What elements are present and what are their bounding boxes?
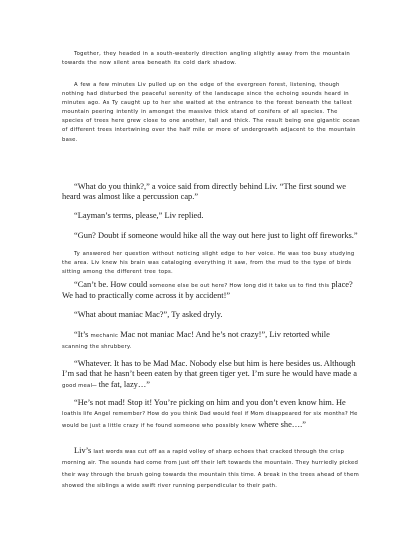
paragraph-1: Together, they headed in a south-westerly direction angling slightly away from the mountain towards the now silent area beneath its cold dark shadow. <box>62 51 351 67</box>
paragraph-5: “Gun? Doubt if someone would hike all the way out here just to light off fireworks.” <box>74 231 358 240</box>
paragraph-7-tail: place? We had to practically come across it by accident!” <box>62 280 353 301</box>
paragraph-12-small: last words was cut off as a rapid volley of sharp echoes that cracked through the crisp morning air. The sounds had come from just off their left towards the mountain. They hurriedly picked their way through the brush going towards the mountain this time. A break in the trees ahead of them showed the siblings a wide swift river running perpendicular to their path. <box>62 449 360 490</box>
paragraph-12-lead: Liv’s <box>74 446 94 455</box>
paragraph-11-small: loathis life Angel remember? How do you think Dad would feel if Mom disappeared for six months? He would be just a little crazy if he found someone who possibly knew <box>62 411 358 429</box>
paragraph-4: “Layman’s terms, please,” Liv replied. <box>74 211 204 220</box>
paragraph-9-small: mechanic <box>90 333 119 339</box>
paragraph-7-small: someone else be out here? How long did it take us to find this <box>149 283 330 289</box>
paragraph-9-lead: “It’s <box>74 330 91 339</box>
paragraph-3: “What do you think?,” a voice said from directly behind Liv. “The first sound we heard was almost like a percussion cap.” <box>62 182 347 202</box>
paragraph-12 <box>62 446 360 492</box>
paragraph-11-lead: “He’s not mad! Stop it! You’re picking on him and you don’t even know him. He <box>74 398 346 407</box>
paragraph-11-tail: where she….” <box>256 419 306 429</box>
paragraph-10-tail: – the fat, lazy…” <box>92 379 150 389</box>
paragraph-6: Ty answered her question without noticing slight edge to her voice. He was too busy studying the area. Liv knew his brain was cataloging everything it saw, from the mud to the type of birds sitting among the different tree tops. <box>62 251 355 276</box>
paragraph-9-tail: Mac not maniac Mac! And he’s not crazy!”, Liv retorted while <box>118 330 330 339</box>
paragraph-10-text: “Whatever. It has to be Mad Mac. Nobody else but him is here besides us. Although I’m sad that he hasn’t been eaten by that green tiger yet. I’m sure he would have made a <box>62 359 357 379</box>
paragraph-10 <box>62 359 360 391</box>
paragraph-8: “What about maniac Mac?”, Ty asked dryly. <box>74 310 223 319</box>
paragraph-11 <box>62 398 360 431</box>
paragraph-10-small: good meal <box>62 382 93 389</box>
paragraph-7 <box>62 280 360 302</box>
paragraph-9-small-2: scanning the shrubbery. <box>62 344 132 351</box>
paragraph-7-lead: “Can’t be. How could <box>74 280 150 289</box>
paragraph-2: A few a few minutes Liv pulled up on the edge of the evergreen forest, listening, though nothing had disturbed the peaceful serenity of the landscape since the echoing sounds heard in minutes ago. As Ty caught up to her she waited at the entrance to the forest beneath the tallest mountain peering intently in amongst the massive thick stand of conifers of all species. The species of trees here grew close to one another, tall and thick. The result being one gigantic ocean of different trees intertwining over the half mile or more of undergrowth adjacent to the mountain base. <box>62 82 360 143</box>
paragraph-9 <box>62 330 360 353</box>
